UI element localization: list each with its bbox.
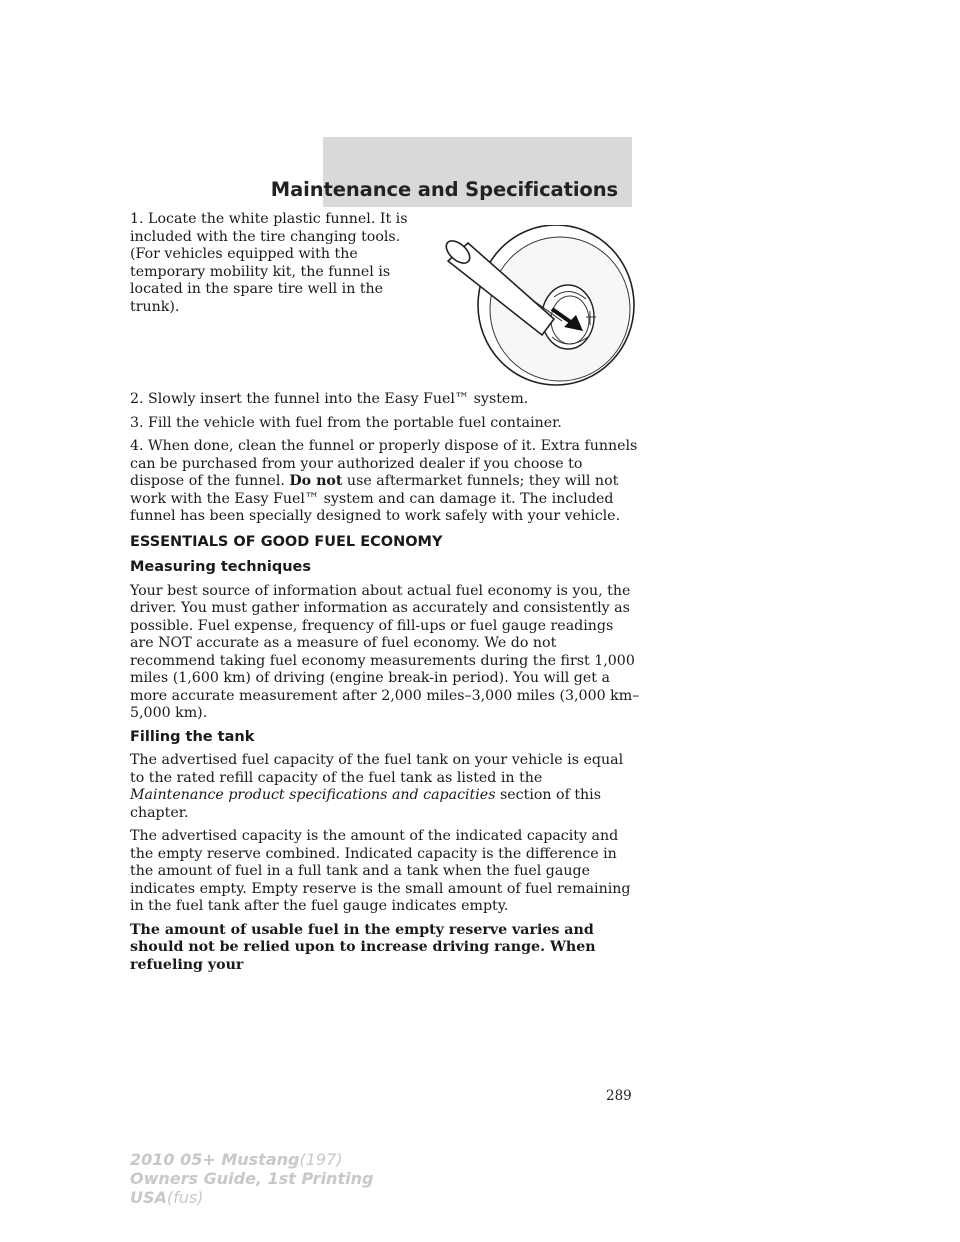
footer-region: USA <box>130 1188 167 1207</box>
step-3-paragraph: 3. Fill the vehicle with fuel from the portable fuel container. <box>130 414 562 431</box>
measuring-techniques-paragraph: Your best source of information about actual fuel economy is you, the driver. You must gather information as accurately and consistently as possible. Fuel expense, frequency of fill-ups or fuel gauge readings are NOT accurate as a measure of fuel economy. We do not recommend taking fuel economy measurements during the first 1,000 miles (1,600 km) of driving (engine break-in period). You will get a more accurate measurement after 2,000 miles–3,000 miles (3,000 km–5,000 km). <box>130 582 640 721</box>
empty-reserve-warning: The amount of usable fuel in the empty reserve varies and should not be relied upon to increase driving range. When refueling your <box>130 921 596 973</box>
chapter-header-bar <box>270 137 632 207</box>
fuel-economy-heading: ESSENTIALS OF GOOD FUEL ECONOMY <box>130 533 443 550</box>
filling-tank-heading: Filling the tank <box>130 728 255 745</box>
filling-tank-paragraph <box>130 752 640 822</box>
step-1-paragraph: 1. Locate the white plastic funnel. It is included with the tire changing tools. (For vehicles equipped with the temporary mobility kit, the funnel is located in the spare tire well in the trunk). <box>130 211 408 315</box>
step-4-paragraph <box>130 438 640 526</box>
capacities-section-reference: Maintenance product specifications and capacities <box>130 787 496 803</box>
filling-text-start: The advertised fuel capacity of the fuel tank on your vehicle is equal to the rated refill capacity of the fuel tank as listed in the <box>130 752 624 786</box>
footer-model: 2010 05+ Mustang <box>130 1150 300 1169</box>
footer-line-3 <box>130 1188 373 1207</box>
footer-region-code: (fus) <box>166 1188 204 1207</box>
step-4-text-end: use aftermarket funnels; they will not work with the Easy Fuel™ system and can damage it. The included funnel has been specially designed to work safely with your vehicle. <box>130 473 621 524</box>
measuring-techniques-heading: Measuring techniques <box>130 559 312 575</box>
footer-line-1 <box>130 1150 373 1169</box>
page-number: 289 <box>606 1088 632 1104</box>
advertised-capacity-paragraph: The advertised capacity is the amount of the indicated capacity and the empty reserve combined. Indicated capacity is the difference in the amount of fuel in a full tank and a tank when the fuel gauge indicates empty. Empty reserve is the small amount of fuel remaining in the fuel tank after the fuel gauge indicates empty. <box>130 828 631 914</box>
footer-model-code: (197) <box>299 1150 343 1169</box>
step-4-text-start: 4. When done, clean the funnel or properly dispose of it. Extra funnels can be purchased from your authorized dealer if you choose to dispose of the funnel. <box>130 438 638 489</box>
footer-line-2: Owners Guide, 1st Printing <box>130 1169 374 1188</box>
step-2-paragraph: 2. Slowly insert the funnel into the Easy Fuel™ system. <box>130 391 529 407</box>
step-4-do-not: Do not <box>289 473 343 489</box>
filling-text-end: section of this chapter. <box>130 787 602 821</box>
chapter-title: Maintenance and Specifications <box>270 178 618 201</box>
document-footer <box>130 1150 373 1207</box>
page-body <box>130 211 640 980</box>
